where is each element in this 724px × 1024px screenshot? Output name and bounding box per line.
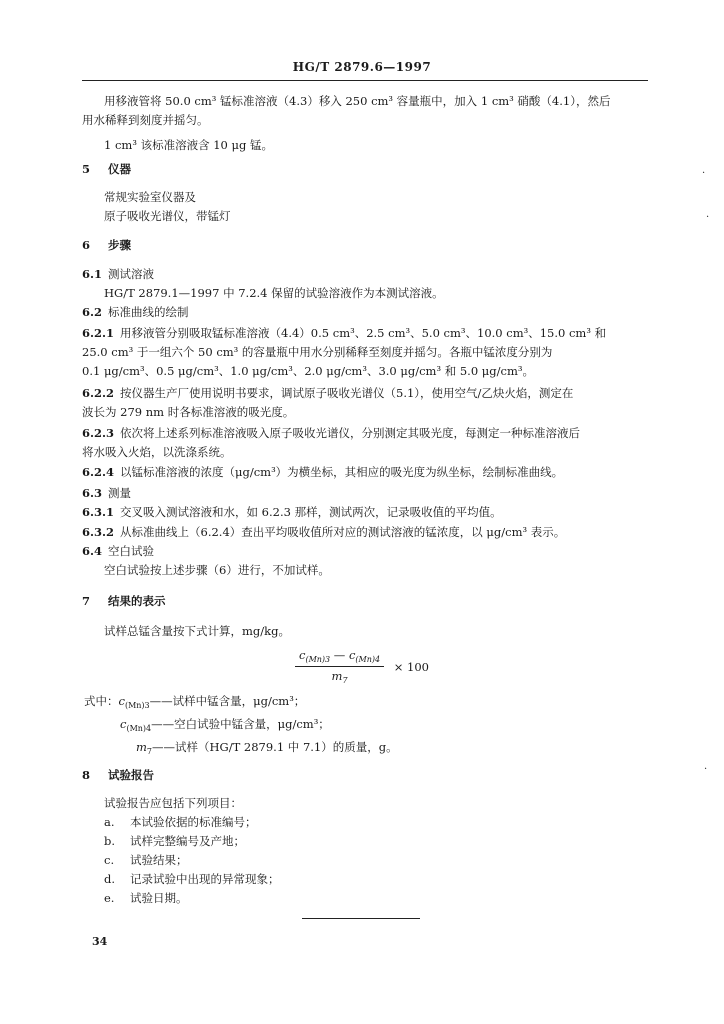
page-number: 34	[92, 935, 108, 948]
list-item: b. 试样完整编号及产地；	[104, 834, 245, 848]
list-item: e. 试验日期。	[104, 891, 188, 905]
section-number: 6.1	[82, 267, 103, 281]
section-number: 6	[82, 238, 91, 252]
paragraph-line: 依次将上述系列标准溶液吸入原子吸收光谱仪，分别测定其吸光度，每测定一种标准溶液后	[120, 426, 581, 440]
section-6-2-2	[82, 384, 648, 422]
section-title: 步骤	[108, 238, 131, 252]
legend-item: $m_7——$试样（HG/T 2879.1 中 7.1）的质量，g。	[136, 740, 398, 756]
section-7-text	[82, 622, 648, 641]
section-number: 6.3.2	[82, 525, 115, 539]
fraction	[295, 648, 384, 685]
paragraph-line: 0.1 μg/cm³、0.5 μg/cm³、1.0 μg/cm³、2.0 μg/cm³、3.0 μg/cm³ 和 5.0 μg/cm³。	[82, 364, 534, 378]
section-number: 8	[82, 768, 91, 782]
paragraph: 试样总锰含量按下式计算，mg/kg。	[104, 624, 290, 638]
section-title: 测试溶液	[108, 267, 154, 281]
paragraph: 试验报告应包括下列项目：	[104, 796, 242, 810]
section-6-2-3	[82, 424, 648, 462]
section-6-3-1	[82, 503, 648, 522]
paragraph-line: 25.0 cm³ 于一组六个 50 cm³ 的容量瓶中用水分别稀释至刻度并摇匀。各瓶中锰浓度分别为	[82, 345, 553, 359]
section-number: 5	[82, 162, 91, 176]
section-6-2-1	[82, 324, 648, 381]
section-number: 6.2.2	[82, 386, 115, 400]
intro-line: 用水稀释到刻度并摇匀。	[82, 113, 209, 127]
section-8-heading	[82, 766, 648, 785]
denominator: $m_7$	[331, 669, 348, 685]
section-number: 6.3	[82, 486, 103, 500]
paragraph-line: 用移液管分别吸取锰标准溶液（4.4）0.5 cm³、2.5 cm³、5.0 cm³、10.0 cm³、15.0 cm³ 和	[120, 326, 607, 340]
intro-paragraph	[82, 92, 648, 155]
paragraph-line: 以锰标准溶液的浓度（μg/cm³）为横坐标，其相应的吸光度为纵坐标，绘制标准曲线。	[120, 465, 564, 479]
legend-item: $c_{(Mn)4}——$空白试验中锰含量，μg/cm³；	[120, 717, 330, 733]
section-number: 6.2	[82, 305, 103, 319]
section-number: 6.3.1	[82, 505, 115, 519]
section-6-4	[82, 542, 648, 580]
section-6-2-heading	[82, 303, 648, 322]
scan-speck: ·	[704, 764, 708, 775]
formula-legend	[84, 692, 650, 761]
section-8-list	[82, 794, 648, 908]
section-6-heading	[82, 236, 648, 255]
section-number: 6.2.1	[82, 326, 115, 340]
list-item: a. 本试验依据的标准编号；	[104, 815, 257, 829]
paragraph-line: 按仪器生产厂使用说明书要求，调试原子吸收光谱仪（5.1），使用空气/乙炔火焰，测定在	[120, 386, 574, 400]
paragraph: 空白试验按上述步骤（6）进行，不加试样。	[104, 563, 330, 577]
section-number: 6.2.4	[82, 465, 115, 479]
intro-line: 1 cm³ 该标准溶液含 10 μg 锰。	[104, 138, 274, 152]
section-6-1	[82, 265, 648, 303]
section-6-3-2	[82, 523, 648, 542]
numerator: $c_{(Mn)3}$ — $c_{(Mn)4}$	[295, 648, 384, 667]
section-5-list	[82, 188, 648, 226]
page-header: HG/T 2879.6—1997	[292, 60, 432, 74]
intro-line: 用移液管将 50.0 cm³ 锰标准溶液（4.3）移入 250 cm³ 容量瓶中，加入 1 cm³ 硝酸（4.1），然后	[104, 94, 611, 108]
list-item: 原子吸收光谱仪，带锰灯	[104, 209, 231, 223]
section-6-3-heading	[82, 484, 648, 503]
section-title: 结果的表示	[108, 594, 166, 608]
legend-label: 式中：	[84, 694, 119, 708]
result-formula	[0, 648, 724, 685]
section-title: 仪器	[108, 162, 131, 176]
section-number: 7	[82, 594, 91, 608]
section-title: 空白试验	[108, 544, 154, 558]
list-item: 常规实验室仪器及	[104, 190, 196, 204]
legend-item: $c_{(Mn)3}——$试样中锰含量，μg/cm³；	[118, 694, 306, 710]
paragraph: HG/T 2879.1—1997 中 7.2.4 保留的试验溶液作为本测试溶液。	[104, 286, 444, 300]
section-title: 测量	[108, 486, 131, 500]
paragraph-line: 波长为 279 nm 时各标准溶液的吸光度。	[82, 405, 295, 419]
header-rule	[82, 80, 648, 81]
paragraph: 从标准曲线上（6.2.4）查出平均吸收值所对应的测试溶液的锰浓度，以 μg/cm³ 表示。	[120, 525, 566, 539]
list-item: c. 试验结果；	[104, 853, 188, 867]
list-item: d. 记录试验中出现的异常现象；	[104, 872, 280, 886]
section-5-heading	[82, 160, 648, 179]
section-6-2-4	[82, 463, 648, 482]
scan-speck: ·	[702, 168, 706, 179]
paragraph-line: 将水吸入火焰，以洗涤系统。	[82, 445, 232, 459]
section-number: 6.4	[82, 544, 103, 558]
section-title: 试验报告	[108, 768, 154, 782]
scan-speck: ·	[706, 212, 710, 223]
section-number: 6.2.3	[82, 426, 115, 440]
section-title: 标准曲线的绘制	[108, 305, 189, 319]
section-7-heading	[82, 592, 648, 611]
multiplier: × 100	[393, 659, 429, 674]
end-rule	[302, 918, 420, 919]
paragraph: 交叉吸入测试溶液和水，如 6.2.3 那样，测试两次，记录吸收值的平均值。	[120, 505, 502, 519]
